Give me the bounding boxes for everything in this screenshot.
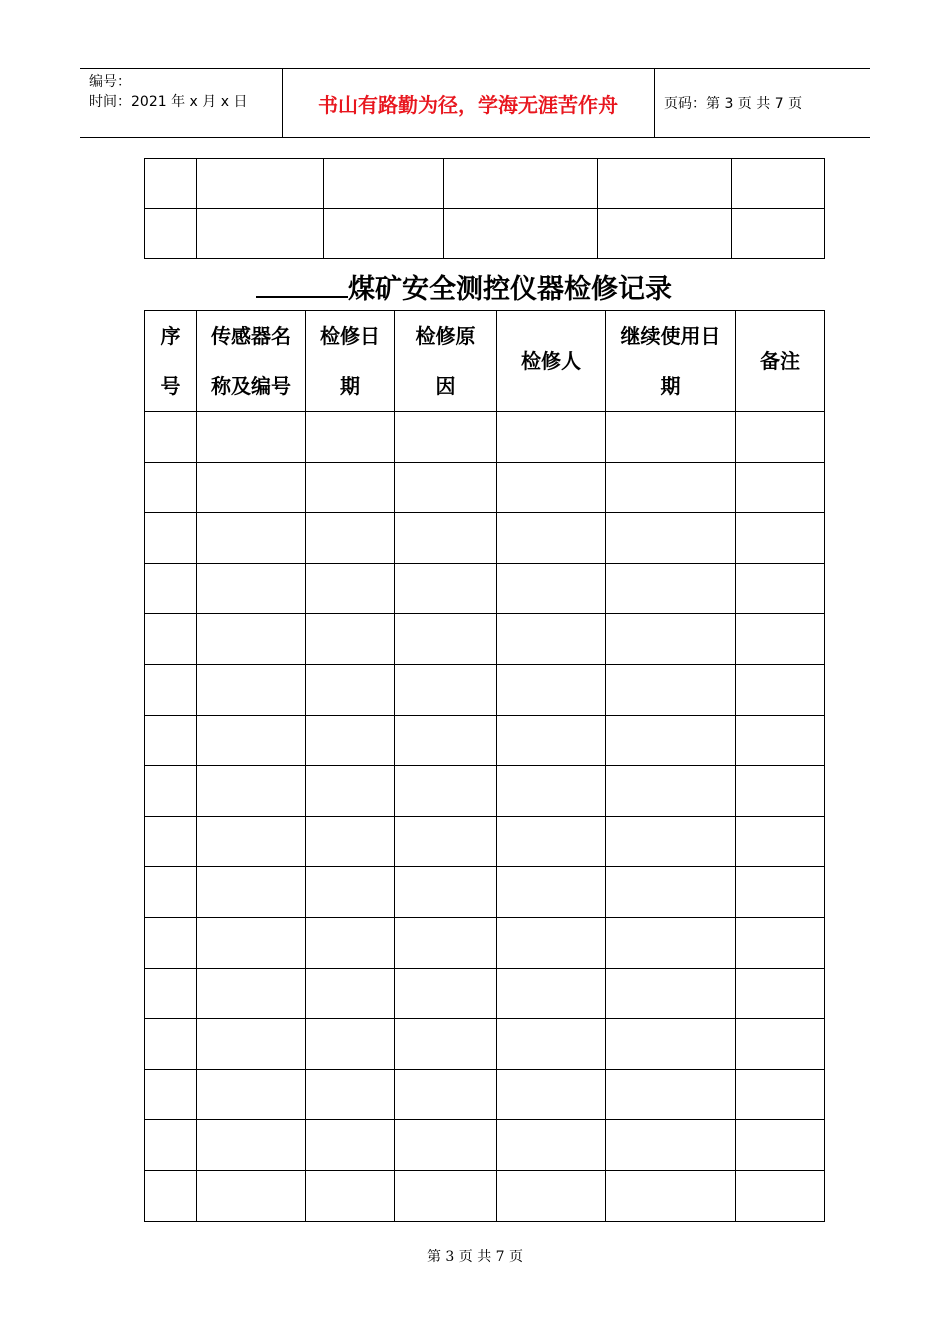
table-cell[interactable] bbox=[395, 968, 497, 1019]
table-cell[interactable] bbox=[606, 917, 736, 968]
table-row bbox=[145, 412, 825, 463]
table-cell[interactable] bbox=[306, 1019, 395, 1070]
table-body bbox=[145, 412, 825, 1222]
table-row bbox=[145, 1170, 825, 1221]
table-cell[interactable] bbox=[497, 917, 606, 968]
table-cell[interactable] bbox=[145, 1120, 197, 1171]
table-cell[interactable] bbox=[197, 614, 306, 665]
column-header-repair-reason: 检修原 因 bbox=[395, 311, 497, 412]
table-cell[interactable] bbox=[306, 1120, 395, 1171]
table-cell[interactable] bbox=[395, 563, 497, 614]
document-title bbox=[256, 268, 672, 308]
table-cell[interactable] bbox=[606, 715, 736, 766]
page-number-label: 页码：第 3 页 共 7 页 bbox=[664, 96, 803, 112]
table-header-row bbox=[145, 311, 825, 412]
table-cell[interactable] bbox=[736, 664, 825, 715]
date-label: 时间：2021 年 x 月 x 日 bbox=[89, 94, 248, 110]
table-cell[interactable] bbox=[197, 159, 324, 209]
table-row bbox=[145, 664, 825, 715]
table-cell[interactable] bbox=[306, 412, 395, 463]
table-cell[interactable] bbox=[145, 462, 197, 513]
table-cell[interactable] bbox=[732, 209, 825, 259]
table-cell[interactable] bbox=[497, 867, 606, 918]
table-cell[interactable] bbox=[145, 159, 197, 209]
table-cell[interactable] bbox=[145, 715, 197, 766]
table-cell[interactable] bbox=[324, 209, 444, 259]
table-row bbox=[145, 462, 825, 513]
table-cell[interactable] bbox=[497, 1069, 606, 1120]
table-cell[interactable] bbox=[306, 867, 395, 918]
table-cell[interactable] bbox=[395, 664, 497, 715]
table-cell[interactable] bbox=[736, 715, 825, 766]
table-cell[interactable] bbox=[606, 462, 736, 513]
column-header-sensor: 传感器名 称及编号 bbox=[197, 311, 306, 412]
table-cell[interactable] bbox=[145, 412, 197, 463]
table-cell[interactable] bbox=[395, 867, 497, 918]
column-header-remarks: 备注 bbox=[736, 311, 825, 412]
table-cell[interactable] bbox=[145, 1069, 197, 1120]
table-cell[interactable] bbox=[306, 1170, 395, 1221]
table-cell[interactable] bbox=[145, 816, 197, 867]
table-cell[interactable] bbox=[145, 563, 197, 614]
table-cell[interactable] bbox=[736, 614, 825, 665]
table-cell[interactable] bbox=[606, 1069, 736, 1120]
table-cell[interactable] bbox=[736, 1170, 825, 1221]
table-cell[interactable] bbox=[306, 715, 395, 766]
table-cell[interactable] bbox=[197, 867, 306, 918]
continuation-table bbox=[144, 158, 825, 259]
table-cell[interactable] bbox=[145, 766, 197, 817]
table-cell[interactable] bbox=[197, 462, 306, 513]
table-cell[interactable] bbox=[736, 766, 825, 817]
mine-name-blank[interactable] bbox=[256, 268, 348, 298]
table-cell[interactable] bbox=[497, 412, 606, 463]
table-cell[interactable] bbox=[306, 1069, 395, 1120]
table-cell[interactable] bbox=[306, 917, 395, 968]
table-cell[interactable] bbox=[306, 968, 395, 1019]
table-cell[interactable] bbox=[306, 766, 395, 817]
table-cell[interactable] bbox=[606, 867, 736, 918]
table-cell[interactable] bbox=[197, 715, 306, 766]
table-cell[interactable] bbox=[395, 917, 497, 968]
table-cell[interactable] bbox=[606, 563, 736, 614]
table-cell[interactable] bbox=[395, 412, 497, 463]
table-cell[interactable] bbox=[497, 664, 606, 715]
table-cell[interactable] bbox=[606, 1120, 736, 1171]
table-cell[interactable] bbox=[145, 917, 197, 968]
table-cell[interactable] bbox=[497, 563, 606, 614]
table-cell[interactable] bbox=[197, 513, 306, 564]
document-title-text: 煤矿安全测控仪器检修记录 bbox=[348, 274, 672, 305]
table-cell[interactable] bbox=[598, 159, 732, 209]
table-cell[interactable] bbox=[306, 513, 395, 564]
table-cell[interactable] bbox=[197, 1120, 306, 1171]
table-cell[interactable] bbox=[497, 968, 606, 1019]
table-cell[interactable] bbox=[197, 816, 306, 867]
table-cell[interactable] bbox=[732, 159, 825, 209]
table-cell[interactable] bbox=[145, 1170, 197, 1221]
table-cell[interactable] bbox=[497, 816, 606, 867]
table-cell[interactable] bbox=[197, 664, 306, 715]
table-cell[interactable] bbox=[736, 867, 825, 918]
table-cell[interactable] bbox=[197, 1019, 306, 1070]
table-row bbox=[145, 1069, 825, 1120]
table-cell[interactable] bbox=[497, 715, 606, 766]
table-cell[interactable] bbox=[497, 1120, 606, 1171]
table-cell[interactable] bbox=[736, 462, 825, 513]
table-row bbox=[145, 968, 825, 1019]
table-row bbox=[145, 766, 825, 817]
table-cell[interactable] bbox=[395, 1170, 497, 1221]
table-cell[interactable] bbox=[736, 412, 825, 463]
table-cell[interactable] bbox=[197, 1170, 306, 1221]
table-cell[interactable] bbox=[736, 1120, 825, 1171]
table-cell[interactable] bbox=[736, 513, 825, 564]
table-cell[interactable] bbox=[736, 917, 825, 968]
table-row bbox=[145, 917, 825, 968]
table-cell[interactable] bbox=[197, 766, 306, 817]
table-row bbox=[145, 867, 825, 918]
table-row bbox=[145, 816, 825, 867]
table-cell[interactable] bbox=[395, 1019, 497, 1070]
column-header-continue-date: 继续使用日 期 bbox=[606, 311, 736, 412]
header-meta bbox=[89, 72, 247, 112]
table-cell[interactable] bbox=[497, 1170, 606, 1221]
table-cell[interactable] bbox=[606, 968, 736, 1019]
table-cell[interactable] bbox=[736, 816, 825, 867]
table-cell[interactable] bbox=[197, 412, 306, 463]
table-cell[interactable] bbox=[306, 462, 395, 513]
table-cell[interactable] bbox=[606, 664, 736, 715]
table-cell[interactable] bbox=[598, 209, 732, 259]
table-cell[interactable] bbox=[145, 664, 197, 715]
table-cell[interactable] bbox=[197, 1069, 306, 1120]
table-row bbox=[145, 159, 825, 209]
table-cell[interactable] bbox=[395, 766, 497, 817]
table-cell[interactable] bbox=[145, 513, 197, 564]
table-cell[interactable] bbox=[395, 715, 497, 766]
table-row bbox=[145, 563, 825, 614]
table-row bbox=[145, 1120, 825, 1171]
table-cell[interactable] bbox=[736, 968, 825, 1019]
table-cell[interactable] bbox=[736, 563, 825, 614]
table-cell[interactable] bbox=[497, 1019, 606, 1070]
table-cell[interactable] bbox=[395, 1069, 497, 1120]
table-cell[interactable] bbox=[606, 513, 736, 564]
table-row bbox=[145, 513, 825, 564]
page-header bbox=[80, 68, 870, 138]
table-cell[interactable] bbox=[306, 664, 395, 715]
table-row bbox=[145, 1019, 825, 1070]
column-header-serial: 序 号 bbox=[145, 311, 197, 412]
header-divider bbox=[654, 69, 655, 137]
maintenance-record-table bbox=[144, 310, 825, 1222]
table-cell[interactable] bbox=[145, 968, 197, 1019]
table-row bbox=[145, 715, 825, 766]
serial-number-label: 编号： bbox=[89, 74, 131, 90]
table-cell[interactable] bbox=[736, 1069, 825, 1120]
table-row bbox=[145, 209, 825, 259]
table-cell[interactable] bbox=[606, 1019, 736, 1070]
table-cell[interactable] bbox=[606, 614, 736, 665]
table-cell[interactable] bbox=[606, 1170, 736, 1221]
table-cell[interactable] bbox=[197, 917, 306, 968]
table-row bbox=[145, 614, 825, 665]
table-cell[interactable] bbox=[306, 816, 395, 867]
table-cell[interactable] bbox=[606, 766, 736, 817]
table-cell[interactable] bbox=[444, 209, 598, 259]
header-slogan: 书山有路勤为径，学海无涯苦作舟 bbox=[318, 92, 618, 117]
table-cell[interactable] bbox=[145, 614, 197, 665]
table-cell[interactable] bbox=[497, 766, 606, 817]
table-cell[interactable] bbox=[145, 1019, 197, 1070]
table-cell[interactable] bbox=[306, 614, 395, 665]
column-header-repair-date: 检修日 期 bbox=[306, 311, 395, 412]
table-cell[interactable] bbox=[324, 159, 444, 209]
table-cell[interactable] bbox=[497, 513, 606, 564]
table-cell[interactable] bbox=[606, 816, 736, 867]
table-cell[interactable] bbox=[395, 816, 497, 867]
table-cell[interactable] bbox=[145, 867, 197, 918]
table-cell[interactable] bbox=[395, 462, 497, 513]
page-footer: 第 3 页 共 7 页 bbox=[426, 1249, 524, 1265]
column-header-repairer: 检修人 bbox=[497, 311, 606, 412]
table-cell[interactable] bbox=[395, 1120, 497, 1171]
table-cell[interactable] bbox=[736, 1019, 825, 1070]
table-cell[interactable] bbox=[395, 513, 497, 564]
table-cell[interactable] bbox=[606, 412, 736, 463]
table-cell[interactable] bbox=[497, 614, 606, 665]
table-cell[interactable] bbox=[197, 563, 306, 614]
table-cell[interactable] bbox=[395, 614, 497, 665]
table-cell[interactable] bbox=[145, 209, 197, 259]
table-cell[interactable] bbox=[497, 462, 606, 513]
table-cell[interactable] bbox=[197, 209, 324, 259]
table-cell[interactable] bbox=[197, 968, 306, 1019]
table-cell[interactable] bbox=[306, 563, 395, 614]
table-cell[interactable] bbox=[444, 159, 598, 209]
